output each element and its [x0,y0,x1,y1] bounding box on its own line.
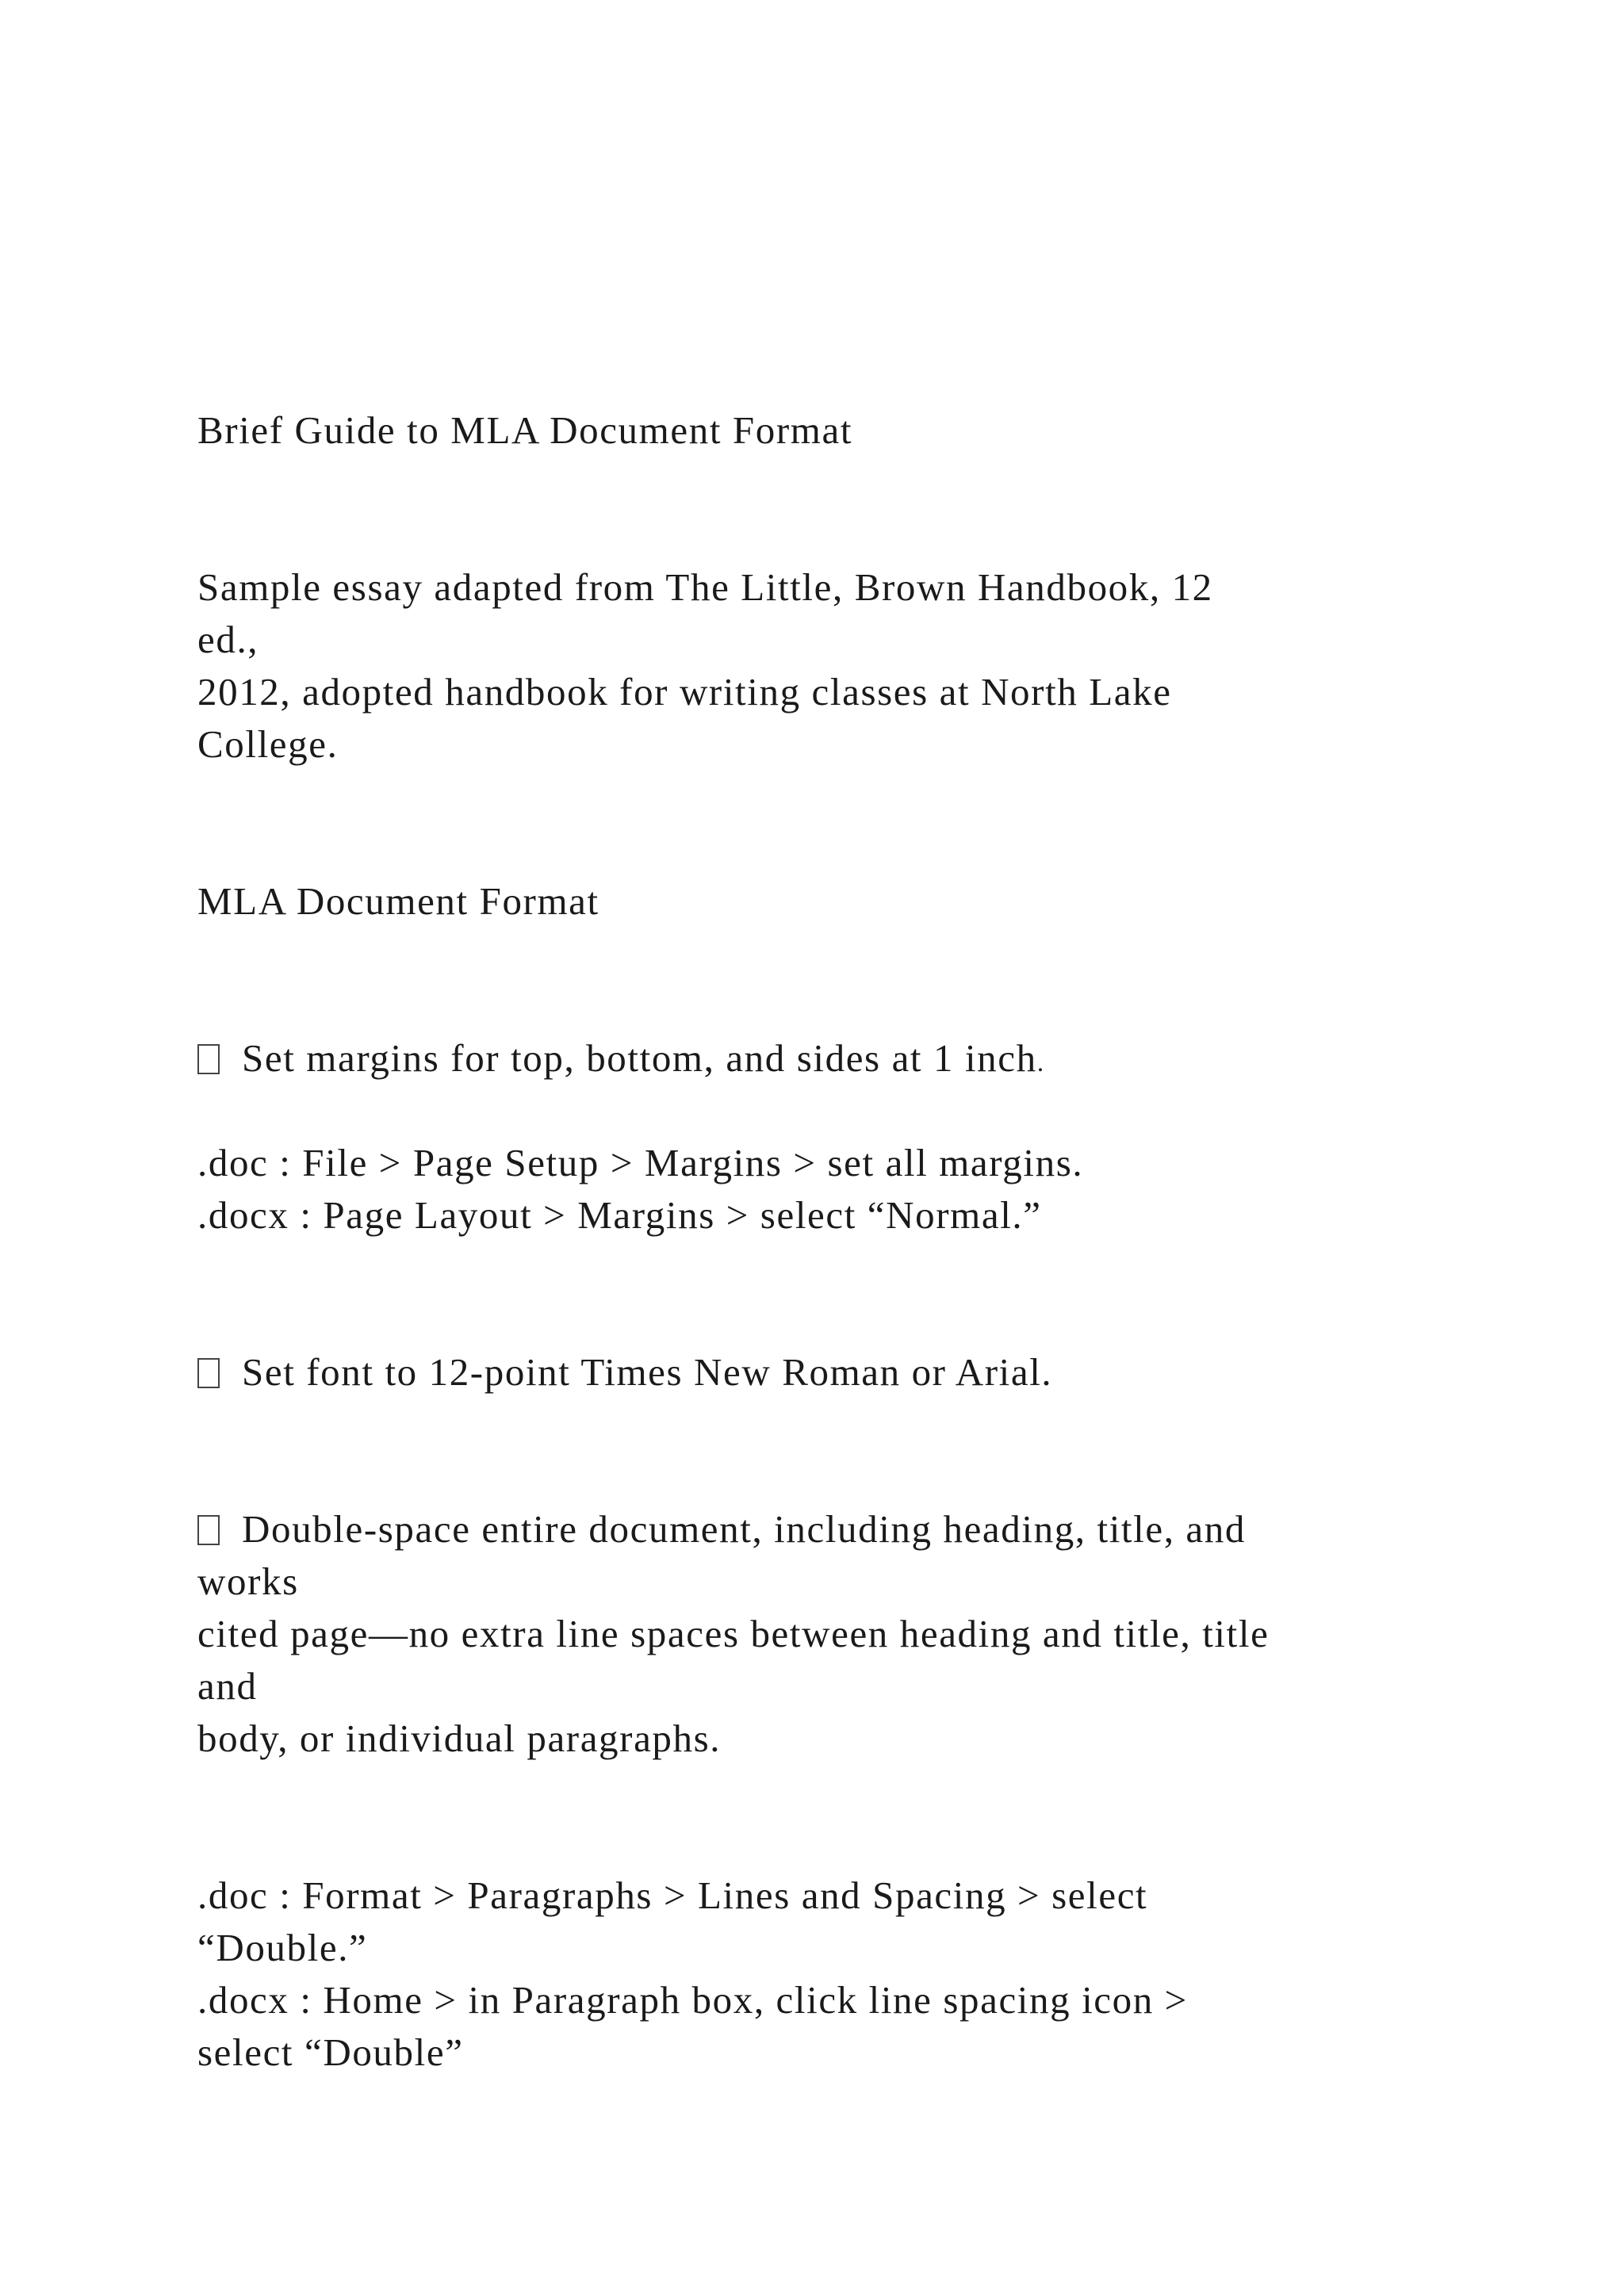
spacing-docx-instruction-line-1: .docx : Home > in Paragraph box, click line spacing icon > [197,1978,1188,2022]
spacing-doc-instruction-line-1: .doc : Format > Paragraphs > Lines and Spacing > select [197,1873,1148,1917]
section-heading: MLA Document Format [197,879,599,923]
margins-bullet-text: Set margins for top, bottom, and sides at 1 inch [242,1036,1037,1080]
source-note-line-1: Sample essay adapted from The Little, Brown Handbook, 12 [197,565,1213,609]
spacing-doc-instruction-line-2: “Double.” [197,1926,368,1969]
font-bullet-text: Set font to 12-point Times New Roman or Arial. [242,1350,1053,1394]
spacing-bullet-line-2: works [197,1559,299,1603]
spacing-bullet-line-3: cited page—no extra line spaces between heading and title, title [197,1612,1270,1655]
document-title: Brief Guide to MLA Document Format [197,408,853,452]
margins-bullet-period: . [1036,1048,1045,1077]
bullet-box-icon [197,1044,220,1074]
source-note-line-2: ed., [197,618,259,661]
margins-docx-instruction: .docx : Page Layout > Margins > select “Normal.” [197,1193,1042,1237]
source-note-line-4: College. [197,722,339,766]
font-bullet [197,1348,1052,1397]
margins-doc-instruction: .doc : File > Page Setup > Margins > set all margins. [197,1141,1084,1184]
margins-bullet [197,1034,1045,1088]
bullet-box-icon [197,1358,220,1388]
source-note-line-3: 2012, adopted handbook for writing classes at North Lake [197,670,1172,714]
bullet-box-icon [197,1515,220,1545]
spacing-bullet-line-5: body, or individual paragraphs. [197,1716,722,1760]
spacing-bullet-line-4: and [197,1664,258,1708]
spacing-bullet-text: Double-space entire document, including heading, title, and [242,1507,1246,1551]
spacing-bullet-line-1 [197,1505,1246,1554]
spacing-docx-instruction-line-2: select “Double” [197,2030,464,2074]
